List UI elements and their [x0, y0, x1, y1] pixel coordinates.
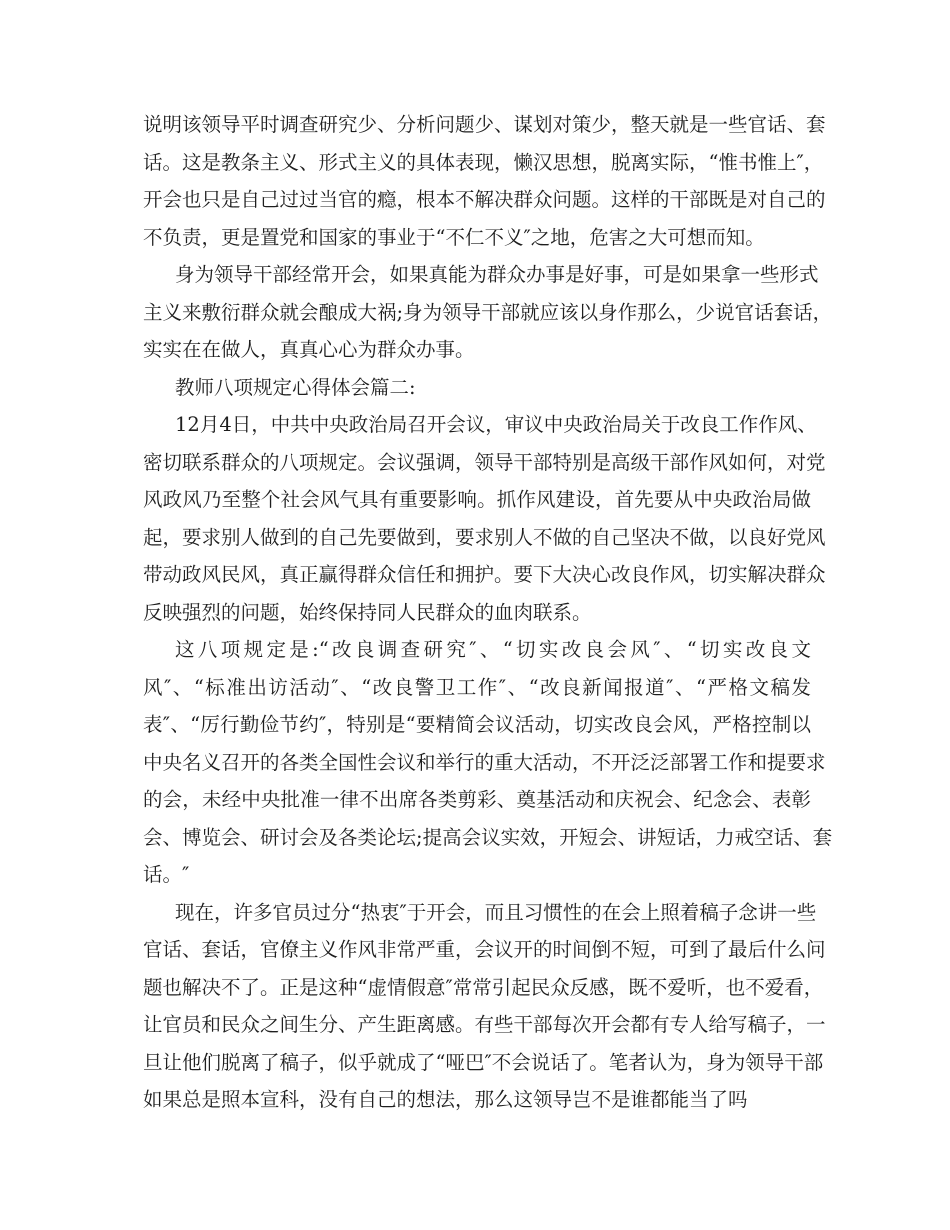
text-line: 表″、“厉行勤俭节约″，特别是“要精简会议活动，切实改良会风，严格控制以: [143, 713, 811, 736]
text-line: 让官员和民众之间生分、产生距离感。有些干部每次开会都有专人给写稿子，一: [143, 1013, 826, 1036]
text-line: 身为领导干部经常开会，如果真能为群众办事是好事，可是如果拿一些形式: [175, 263, 819, 286]
text-line: 起，要求别人做到的自己先要做到，要求别人不做的自己坚决不做，以良好党风: [143, 525, 826, 549]
text-line: 说明该领导平时调查研究少、分析问题少、谋划对策少，整天就是一些官话、套: [143, 113, 826, 136]
text-line: 反映强烈的问题，始终保持同人民群众的血肉联系。: [143, 600, 592, 624]
text-line: 带动政风民风，真正赢得群众信任和拥护。要下大决心改良作风，切实解决群众: [143, 563, 826, 586]
section-heading: 教师八项规定心得体会篇二:: [175, 375, 416, 399]
document-body: [143, 106, 833, 1119]
text-line: 主义来敷衍群众就会酿成大祸;身为领导干部就应该以身作那么，少说官话套话，: [143, 300, 833, 324]
text-line: 如果总是照本宣科，没有自己的想法，那么这领导岂不是谁都能当了吗: [143, 1088, 748, 1111]
text-line: 实实在在做人，真真心心为群众办事。: [143, 338, 475, 361]
text-line: 现在，许多官员过分“热衷″于开会，而且习惯性的在会上照着稿子念讲一些: [175, 900, 817, 924]
text-line: 中央名义召开的各类全国性会议和举行的重大活动，不开泛泛部署工作和提要求: [143, 750, 826, 774]
text-line: 这八项规定是:“改良调查研究″、“切实改良会风″、“切实改良文: [175, 638, 811, 661]
text-line: 官话、套话，官僚主义作风非常严重，会议开的时间倒不短，可到了最后什么问: [143, 938, 826, 961]
text-line: 12月4日，中共中央政治局召开会议，审议中央政治局关于改良工作作风、: [175, 413, 817, 436]
text-line: 密切联系群众的八项规定。会议强调，领导干部特别是高级干部作风如何，对党: [143, 450, 826, 474]
text-line: 风政风乃至整个社会风气具有重要影响。抓作风建设，首先要从中央政治局做: [143, 488, 811, 511]
text-line: 的会，未经中央批准一律不出席各类剪彩、奠基活动和庆祝会、纪念会、表彰: [143, 788, 811, 811]
text-line: 话。″: [143, 863, 190, 886]
text-line: 会、博览会、研讨会及各类论坛;提高会议实效，开短会、讲短话，力戒空话、套: [143, 825, 833, 849]
text-line: 题也解决不了。正是这种“虚情假意″常常引起民众反感，既不爱听，也不爱看，: [143, 975, 824, 999]
text-line: 不负责，更是置党和国家的事业于“不仁不义″之地，危害之大可想而知。: [143, 225, 765, 249]
text-line: 旦让他们脱离了稿子，似乎就成了“哑巴″不会说话了。笔者认为，身为领导干部: [143, 1050, 824, 1074]
text-line: 话。这是教条主义、形式主义的具体表现，懒汉思想，脱离实际，“惟书惟上″，: [143, 150, 824, 174]
text-line: 风″、“标准出访活动″、“改良警卫工作″、“改良新闻报道″、“严格文稿发: [143, 675, 811, 699]
text-line: 开会也只是自己过过当官的瘾，根本不解决群众问题。这样的干部既是对自己的: [143, 188, 826, 211]
